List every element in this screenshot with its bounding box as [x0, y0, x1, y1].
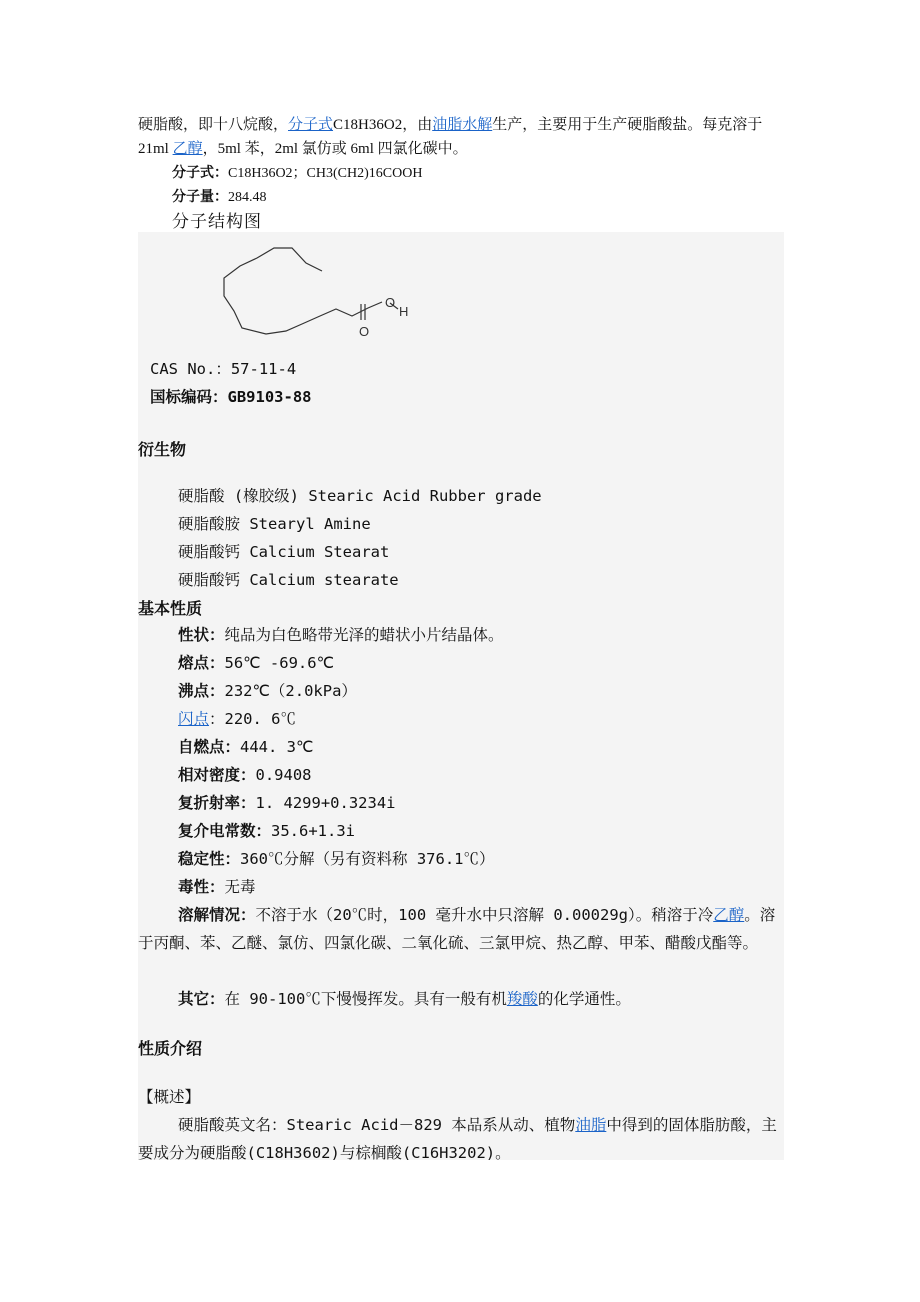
property-label: 稳定性：: [178, 850, 241, 868]
structure-title: 分子结构图: [172, 212, 262, 232]
property-toxicity: [178, 873, 256, 901]
derivatives-heading: 衍生物: [138, 440, 187, 459]
property-value: 56℃ -69.6℃: [224, 654, 334, 672]
property-value: 纯品为白色略带光泽的蜡状小片结晶体。: [224, 626, 504, 644]
property-label: 性状：: [178, 626, 225, 644]
property-label: 其它：: [178, 990, 225, 1008]
link-molecular-formula[interactable]: 分子式: [288, 117, 334, 133]
property-label: 毒性：: [178, 878, 225, 896]
property-value: 在 90-100℃下慢慢挥发。具有一般有机: [224, 990, 507, 1008]
property-label: 熔点：: [178, 654, 225, 672]
carbonyl-oxygen: O: [359, 324, 370, 339]
overview-paragraph: [138, 1111, 786, 1167]
overview-text: 硬脂酸英文名：Stearic Acid－829 本品系从动、植物: [178, 1116, 576, 1134]
weight-label: 分子量：: [172, 189, 228, 205]
link-oil-hydrolysis[interactable]: 油脂水解: [432, 117, 493, 133]
property-boiling-point: [178, 677, 357, 705]
link-ethanol[interactable]: 乙醇: [172, 141, 203, 157]
derivative-item: 硬脂酸钙 Calcium Stearat: [178, 543, 390, 561]
property-appearance: [178, 621, 504, 649]
property-label: 相对密度：: [178, 766, 256, 784]
property-density: [178, 761, 312, 789]
cas-number: CAS No.：57-11-4: [150, 360, 297, 378]
carbon-chain: [224, 248, 382, 334]
property-value: 232℃（2.0kPa）: [224, 682, 357, 700]
overview-text: 中得到的固体脂肪酸，主要成分为硬脂酸(C18H3602)与棕榈酸(C16H3202)。: [138, 1116, 777, 1162]
property-solubility: [138, 901, 786, 957]
property-value: 1. 4299+0.3234i: [255, 794, 396, 812]
property-autoignition: [178, 733, 313, 761]
derivative-item: 硬脂酸胺 Stearyl Amine: [178, 515, 371, 533]
link-ethanol-2[interactable]: 乙醇: [713, 906, 745, 924]
properties-intro-heading: 性质介绍: [138, 1039, 203, 1058]
intro-text: ，5ml 苯，2ml 氯仿或 6ml 四氯化碳中。: [202, 141, 468, 157]
property-label: 复介电常数：: [178, 822, 272, 840]
property-value: 无毒: [224, 878, 256, 896]
derivative-item: 硬脂酸 (橡胶级) Stearic Acid Rubber grade: [178, 487, 542, 505]
hydrogen: H: [399, 304, 409, 319]
property-value: 不溶于水（20℃时，100 毫升水中只溶解 0.00029g）。稍溶于冷: [255, 906, 714, 924]
basic-properties-heading: 基本性质: [138, 599, 203, 618]
property-flash-point: [178, 705, 296, 733]
property-value: 35.6+1.3i: [271, 822, 356, 840]
property-value: 444. 3℃: [240, 738, 314, 756]
property-dielectric-constant: [178, 817, 355, 845]
property-label: 自燃点：: [178, 738, 241, 756]
derivative-item: 硬脂酸钙 Calcium stearate: [178, 571, 399, 589]
formula-label: 分子式：: [172, 165, 228, 181]
property-other: [178, 985, 631, 1013]
property-value: 360℃分解（另有资料称 376.1℃）: [240, 850, 495, 868]
intro-text: C18H36O2，由: [333, 117, 433, 133]
property-value: ：220. 6℃: [209, 710, 297, 728]
link-flash-point[interactable]: 闪点: [178, 710, 210, 728]
molecular-structure-diagram: [210, 236, 420, 346]
formula-value: C18H36O2；CH3(CH2)16COOH: [228, 166, 423, 181]
gb-code: 国标编码：GB9103-88: [150, 388, 312, 406]
weight-value: 284.48: [228, 190, 267, 205]
property-melting-point: [178, 649, 334, 677]
molecular-formula: [172, 162, 422, 182]
property-stability: [178, 845, 495, 873]
intro-text: 生产，主要用于生产硬脂酸盐。每克溶于 21ml: [138, 117, 763, 157]
property-value: 0.9408: [255, 766, 312, 784]
property-value: 。溶于丙酮、苯、乙醚、氯仿、四氯化碳、二氧化硫、三氯甲烷、热乙醇、甲苯、醋酸戊酯等。: [138, 906, 776, 952]
link-carboxylic-acid[interactable]: 羧酸: [506, 990, 538, 1008]
intro-paragraph: [138, 113, 788, 161]
property-label: 溶解情况：: [178, 906, 256, 924]
link-oil[interactable]: 油脂: [575, 1116, 607, 1134]
property-label: 复折射率：: [178, 794, 256, 812]
hydroxyl-oxygen: O: [385, 295, 396, 310]
property-label: 沸点：: [178, 682, 225, 700]
molecular-weight: [172, 186, 267, 206]
property-refractive-index: [178, 789, 396, 817]
property-value: 的化学通性。: [537, 990, 631, 1008]
intro-text: 硬脂酸，即十八烷酸，: [138, 117, 289, 133]
overview-heading: 【概述】: [138, 1088, 201, 1106]
